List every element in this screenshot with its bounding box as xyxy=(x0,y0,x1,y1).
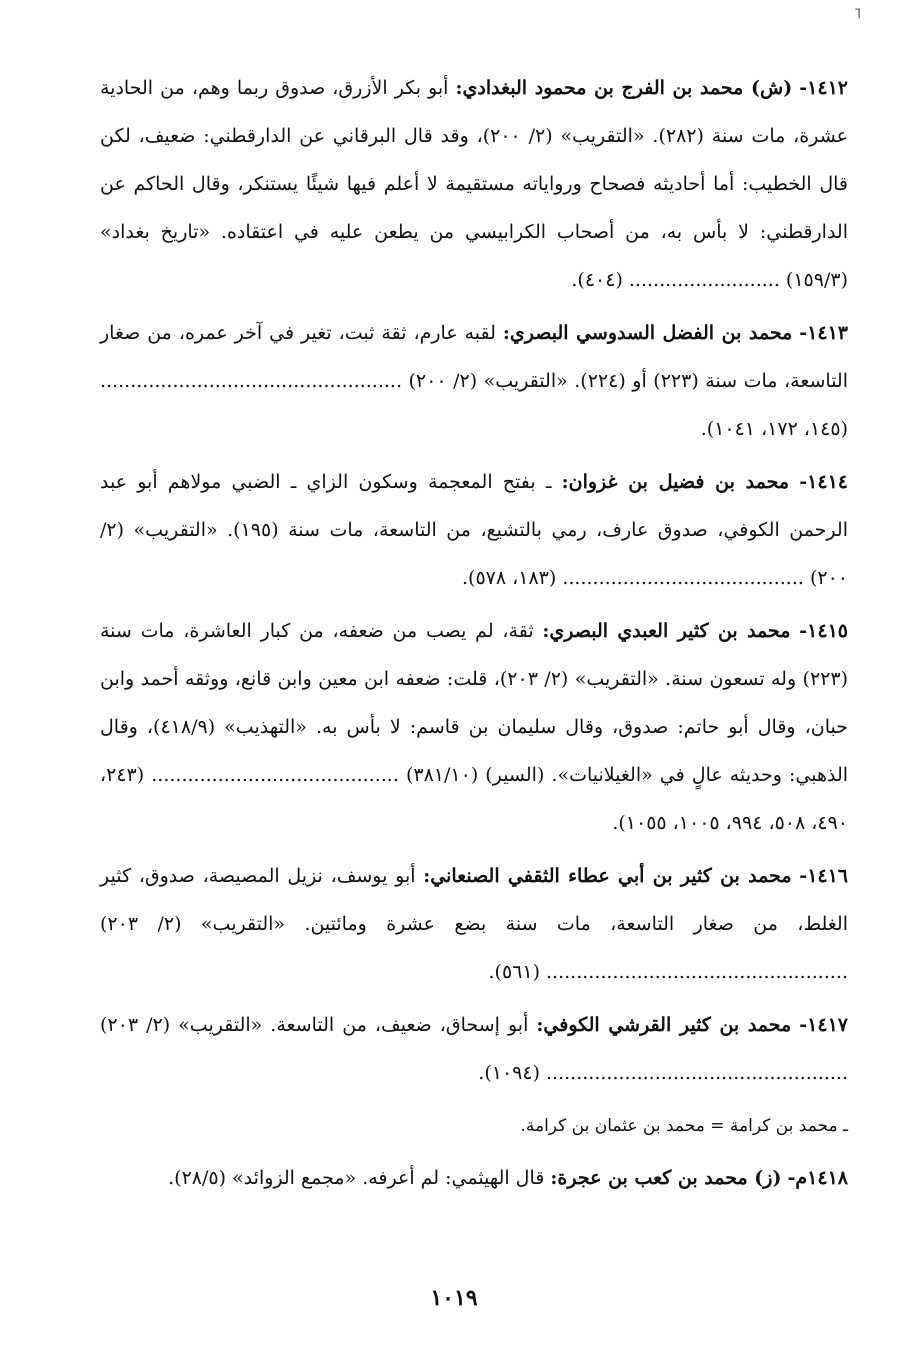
entry-body: ثقة، لم يصب من ضعفه، من كبار العاشرة، مات سنة (٢٢٣) وله تسعون سنة. «التقريب» (٢/ ٢٠٣)، قلت: ضعفه ابن معين وابن قانع، ووثقه أحمد وابن حبان، وقال أبو حاتم: صدوق، وقال سليمان بن قاسم: لا بأس به. «التهذيب» (٤١٨/٩)، وقال الذهبي: وحديثه عالٍ في «الغيلانيات». (السير) (٣٨١/١٠) ......................................... (٢٤٣، ٤٩٠، ٥٠٨، ٩٩٤، ١٠٠٥، ١٠٥٥). xyxy=(100,620,849,834)
entry-1415 xyxy=(100,607,848,847)
entry-1414 xyxy=(100,458,848,602)
entry-body: قال الهيثمي: لم أعرفه. «مجمع الزوائد» (٢٨/٥). xyxy=(168,1167,545,1189)
entry-1417 xyxy=(100,1001,848,1097)
entry-body: أبو بكر الأزرق، صدوق ربما وهم، من الحادية عشرة، مات سنة (٢٨٢). «التقريب» (٢/ ٢٠٠)، وقد قال البرقاني عن الدارقطني: ضعيف، لكن قال الخطيب: أما أحاديثه فصحاح ورواياته مستقيمة لا أعلم فيها شيئًا يستنكر، وقال الحاكم عن الدارقطني: لا بأس به، من أصحاب الكرابيسي من يطعن عليه في اعتقاده. «تاريخ بغداد» (١٥٩/٣) ......................... (٤٠٤). xyxy=(100,77,848,291)
entry-1412 xyxy=(100,64,848,304)
entry-number: ١٤١٣- xyxy=(799,322,848,344)
page-number: ١٠١٩ xyxy=(430,1285,478,1311)
entry-number: ١٤١٤- xyxy=(799,471,848,493)
entry-1418 xyxy=(100,1154,848,1202)
cross-reference-note: ـ محمد بن كرامة = محمد بن عثمان بن كرامة. xyxy=(520,1116,848,1136)
entry-body: ـ بفتح المعجمة وسكون الزاي ـ الضبي مولاهم أبو عبد الرحمن الكوفي، صدوق عارف، رمي بالتشيع، من التاسعة، مات سنة (١٩٥). «التقريب» (٢/ ٢٠٠) ........................................ (١٨٣، ٥٧٨). xyxy=(100,471,848,589)
entry-heading: (ز) محمد بن كعب بن عجرة: xyxy=(550,1167,782,1189)
entry-1416 xyxy=(100,852,848,996)
entry-body: أبو يوسف، نزيل المصيصة، صدوق، كثير الغلط، من صغار التاسعة، مات سنة بضع عشرة ومائتين. «التقريب» (٢/ ٢٠٣) .................................................. (٥٦١). xyxy=(100,865,848,983)
entry-number: ١٤١٧- xyxy=(799,1014,848,1036)
entry-heading: محمد بن فضيل بن غزوان: xyxy=(561,471,790,493)
entry-number: ١٤١٨م- xyxy=(787,1167,848,1189)
entry-heading: محمد بن كثير بن أبي عطاء الثقفي الصنعاني: xyxy=(423,865,792,887)
entry-heading: محمد بن كثير القرشي الكوفي: xyxy=(536,1014,792,1036)
entry-heading: محمد بن كثير العبدي البصري: xyxy=(542,620,791,642)
entry-1413 xyxy=(100,309,848,453)
entry-number: ١٤١٥- xyxy=(799,620,848,642)
entry-number: ١٤١٢- xyxy=(799,77,848,99)
entry-number: ١٤١٦- xyxy=(799,865,849,887)
entry-body: أبو إسحاق، ضعيف، من التاسعة. «التقريب» (٢/ ٢٠٣) .................................................. (١٠٩٤). xyxy=(100,1014,848,1084)
entry-heading: (ش) محمد بن الفرج بن محمود البغدادي: xyxy=(455,77,793,99)
entry-body: لقبه عارم، ثقة ثبت، تغير في آخر عمره، من صغار التاسعة، مات سنة (٢٢٣) أو (٢٢٤). «التقريب» (٢/ ٢٠٠) .................................................. (١٤٥، ١٧٢، ١٠٤١). xyxy=(100,322,848,440)
entries-text xyxy=(100,64,848,1207)
entry-heading: محمد بن الفضل السدوسي البصري: xyxy=(502,322,793,344)
corner-mark-icon: ⌐ xyxy=(849,6,869,21)
